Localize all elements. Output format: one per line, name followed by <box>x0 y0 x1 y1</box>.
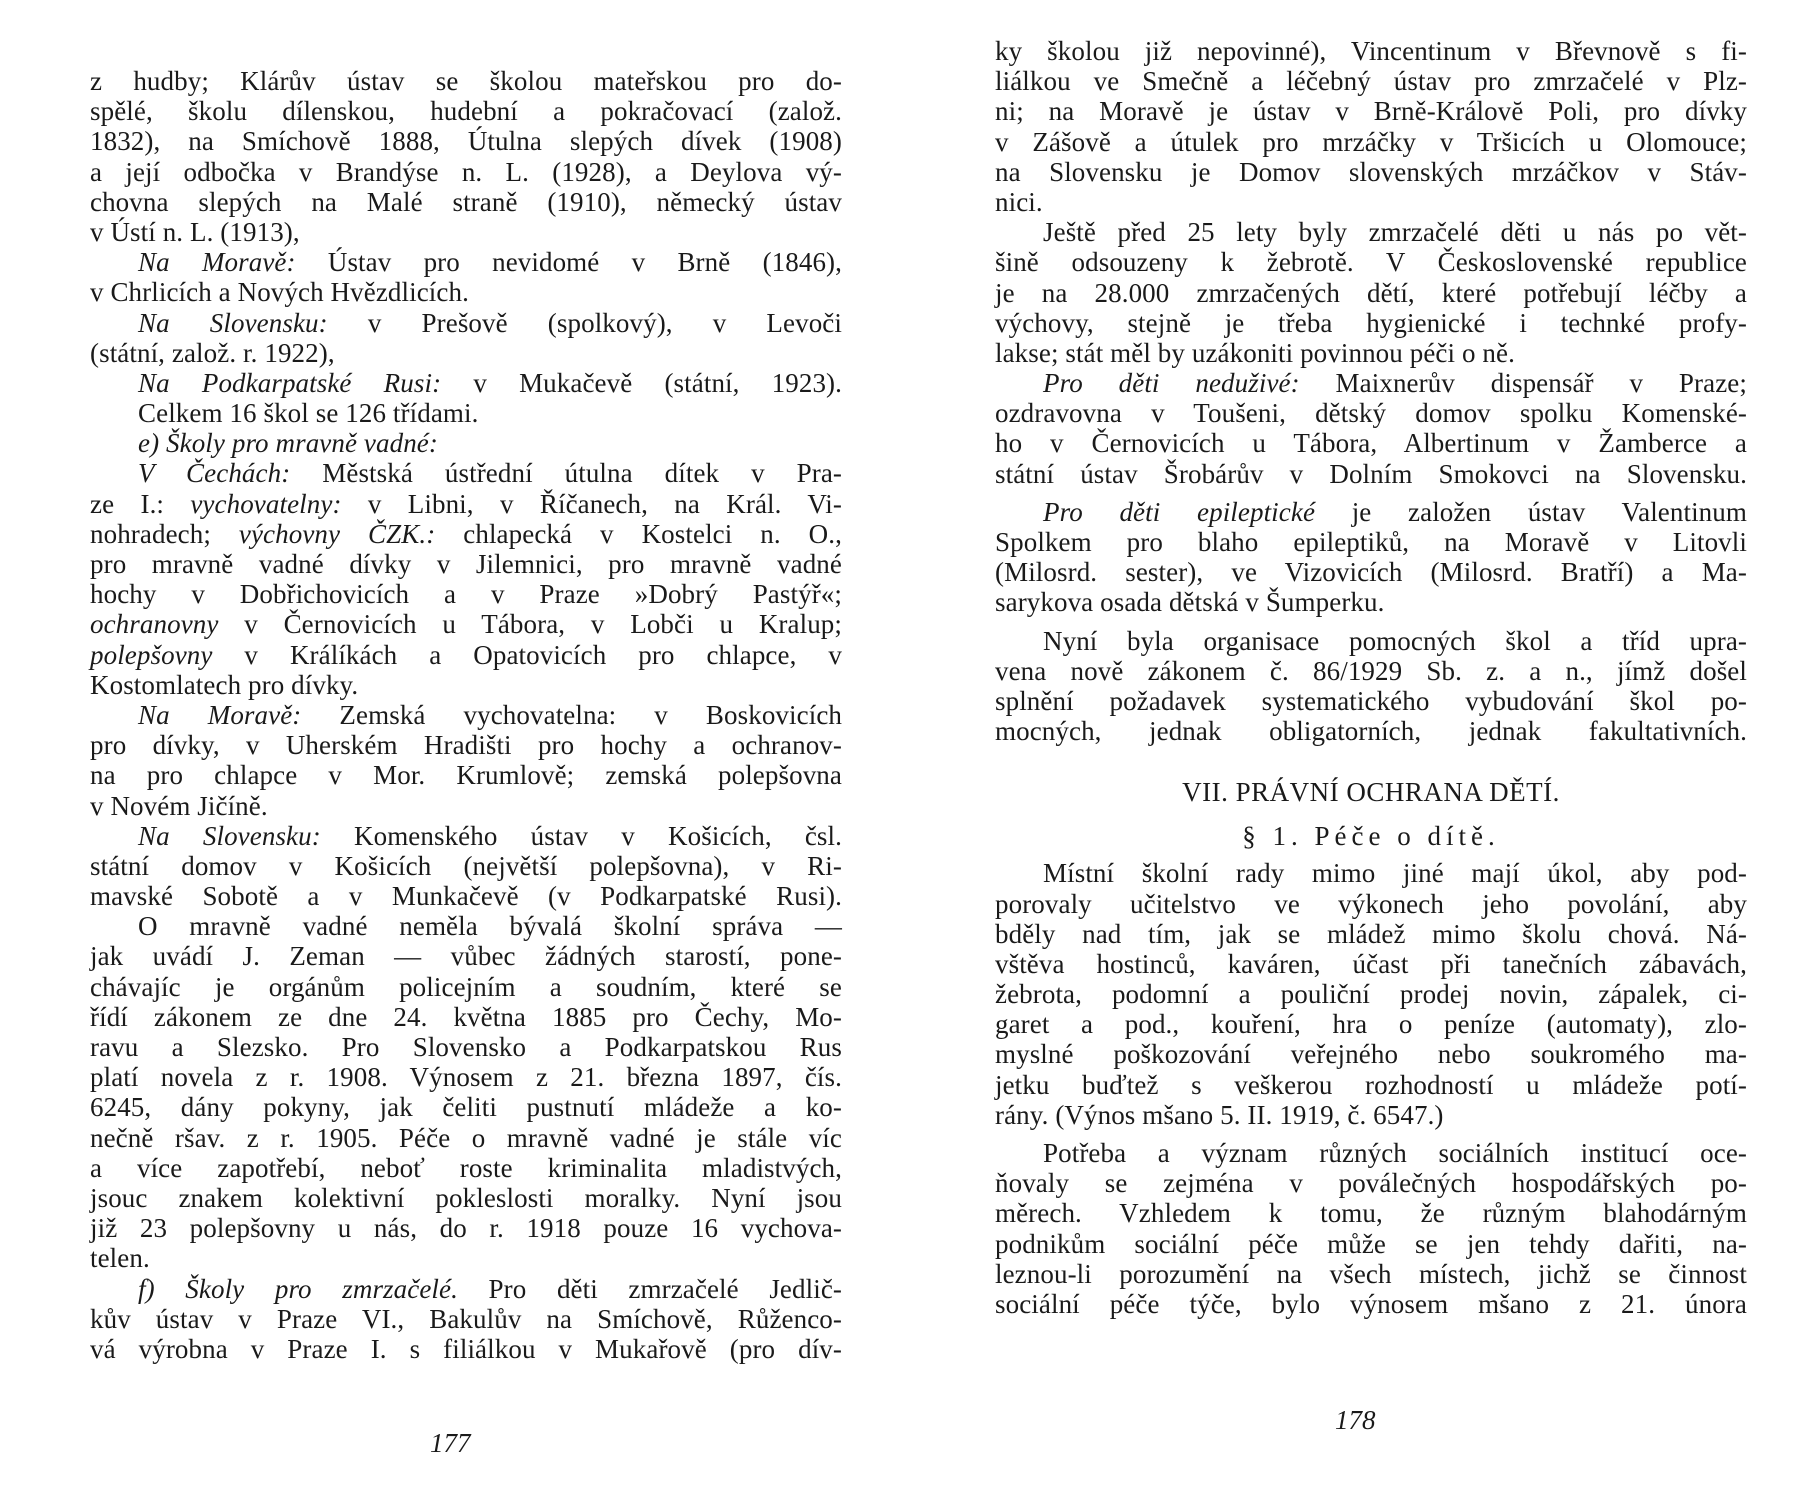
italic-phrase: polepšovny <box>90 639 213 670</box>
line-text: Zemská vychovatelna: v Boskovicích <box>301 699 843 730</box>
text-line <box>90 1183 842 1213</box>
text-line <box>995 919 1747 949</box>
text-line <box>995 1009 1747 1039</box>
line-text: výchovy, stejně je třeba hygienické i technké profy- <box>995 307 1747 338</box>
line-text: v Novém Jičíně. <box>90 790 268 821</box>
italic-phrase: Na Moravě: <box>138 699 302 730</box>
text-line <box>90 217 842 247</box>
text-line <box>90 549 842 579</box>
text-line <box>995 398 1747 428</box>
italic-phrase: V Čechách: <box>138 458 291 489</box>
line-text: lakse; stát měl by uzákoniti povinnou péči o ně. <box>995 337 1515 368</box>
italic-phrase: f) Školy pro zmrzačelé. <box>138 1273 458 1304</box>
line-text: v Chrlicích a Nových Hvězdlicích. <box>90 277 469 308</box>
page-number: 177 <box>430 1428 471 1458</box>
text-line <box>90 187 842 217</box>
text-line <box>995 949 1747 979</box>
text-line <box>90 1213 842 1243</box>
text-line <box>995 1289 1747 1319</box>
text-line <box>995 96 1747 126</box>
text-line <box>995 187 1747 217</box>
line-text: (Milosrd. sester), ve Vizovicích (Milosrd. Bratří) a Ma- <box>995 557 1747 588</box>
text-line <box>90 609 842 639</box>
line-text: sociální péče týče, bylo výnosem mšano z 21. února <box>995 1288 1747 1319</box>
line-text: v Mukačevě (státní, 1923). <box>441 367 843 398</box>
text-line <box>90 640 842 670</box>
text-line <box>995 686 1747 716</box>
text-line <box>995 889 1747 919</box>
text-line <box>995 127 1747 157</box>
right-page-body-top <box>995 36 1747 746</box>
text-line <box>90 700 842 730</box>
line-text: pro dívky, v Uherském Hradišti pro hochy a ochranov- <box>90 730 842 761</box>
text-line <box>90 1334 842 1364</box>
text-line <box>90 157 842 187</box>
text-line <box>90 670 842 700</box>
text-line <box>995 497 1747 527</box>
line-text: platí novela z r. 1908. Výnosem z 21. března 1897, čís. <box>90 1062 842 1093</box>
text-line <box>90 881 842 911</box>
line-text: Městská ústřední útulna dítek v Pra- <box>290 458 842 489</box>
chapter-heading: VII. PRÁVNÍ OCHRANA DĚTÍ. <box>1182 777 1560 808</box>
text-line <box>995 1138 1747 1168</box>
text-line <box>90 821 842 851</box>
line-text: a její odbočka v Brandýse n. L. (1928), a Deylova vý- <box>90 156 842 187</box>
left-page-text <box>90 66 842 1364</box>
text-line <box>90 1002 842 1032</box>
line-text: porovaly učitelstvo ve výkonech jeho povolání, aby <box>995 888 1747 919</box>
line-text: podnikům sociální péče může se jen tehdy dařiti, na- <box>995 1228 1747 1259</box>
line-text: měrech. Vzhledem k tomu, že různým blahodárným <box>995 1198 1747 1229</box>
text-line <box>995 36 1747 66</box>
italic-phrase: ochranovny <box>90 609 219 640</box>
text-line <box>90 398 842 428</box>
text-line <box>90 277 842 307</box>
text-line <box>995 858 1747 888</box>
text-line <box>995 428 1747 458</box>
right-page-text <box>995 36 1747 1319</box>
line-text: Potřeba a význam různých sociálních institucí oce- <box>1043 1138 1747 1168</box>
text-line <box>995 557 1747 587</box>
text-line <box>90 368 842 398</box>
italic-phrase: e) Školy pro mravně vadné: <box>138 428 438 459</box>
line-text: je na 28.000 zmrzačených dětí, které potřebují léčby a <box>995 277 1747 308</box>
line-text: ky školou již nepovinné), Vincentinum v Břevnově s fi- <box>995 36 1747 66</box>
text-line <box>90 458 842 488</box>
line-text: Ústav pro nevidomé v Brně (1846), <box>295 247 842 278</box>
line-text: a více zapotřebí, neboť roste kriminalita mladistvých, <box>90 1152 842 1183</box>
line-text: jsouc znakem kolektivní pokleslosti moralky. Nyní jsou <box>90 1182 842 1213</box>
line-text: ni; na Moravě je ústav v Brně-Královĕ Poli, pro dívky <box>995 96 1747 127</box>
line-text: mocných, jednak obligatorních, jednak fakultativních. <box>995 716 1747 747</box>
line-text: ňovaly se zejména v poválečných hospodářských po- <box>995 1168 1747 1199</box>
text-line <box>90 911 842 941</box>
line-text: z hudby; Klárův ústav se školou mateřskou pro do- <box>90 66 842 96</box>
line-text: Ještě před 25 lety byly zmrzačelé děti u nás po vět- <box>1043 217 1747 248</box>
right-page-body-bottom <box>995 858 1747 1319</box>
text-line <box>995 1198 1747 1228</box>
line-text: Kostomlatech pro dívky. <box>90 669 359 700</box>
line-text: v Černovicích u Tábora, v Lobči u Kralup; <box>218 609 842 640</box>
line-text: 1832), na Smíchově 1888, Útulna slepých dívek (1908) <box>90 126 842 157</box>
text-line <box>995 459 1747 489</box>
line-text: pro mravně vadné dívky v Jilemnici, pro mravně vadné <box>90 549 842 579</box>
text-line <box>90 96 842 126</box>
line-text: nečně ršav. z r. 1905. Péče o mravně vadné je stále víc <box>90 1122 842 1153</box>
line-text: v Ústí n. L. (1913), <box>90 216 300 247</box>
line-text: Celkem 16 škol se 126 třídami. <box>138 398 479 429</box>
line-text: (státní, založ. r. 1922), <box>90 337 335 368</box>
text-line <box>90 1062 842 1092</box>
line-text: na pro chlapce v Mor. Krumlově; zemská polepšovna <box>90 760 842 791</box>
text-line <box>90 1032 842 1062</box>
text-line <box>995 626 1747 656</box>
line-text: šině odsouzeny k žebrotě. V Československé republice <box>995 247 1747 278</box>
line-text: ravu a Slezsko. Pro Slovensko a Podkarpatskou Rus <box>90 1032 842 1062</box>
line-text: splnění požadavek systematického vybudování škol po- <box>995 685 1747 716</box>
line-text: jak uvádí J. Zeman — vůbec žádných starostí, pone- <box>90 941 842 972</box>
text-line <box>90 489 842 519</box>
line-text: vštěva hostinců, kaváren, účast při tanečních zábavách, <box>995 948 1747 979</box>
line-text: ozdravovna v Toušeni, dětský domov spolku Komenské- <box>995 398 1747 429</box>
text-line <box>90 519 842 549</box>
line-text: chávajíc je orgánům policejním a soudním, které se <box>90 971 842 1002</box>
line-text: Maixnerův dispensář v Praze; <box>1299 368 1747 399</box>
text-line <box>90 1153 842 1183</box>
line-text: O mravně vadné neměla bývalá školní správa — <box>138 911 842 942</box>
text-line <box>90 1243 842 1273</box>
line-text: Komenského ústav v Košicích, čsl. <box>320 820 842 851</box>
line-text: vá výrobna v Praze I. s filiálkou v Mukařově (pro dív- <box>90 1333 842 1364</box>
line-text: Pro děti zmrzačelé Jedlič- <box>457 1273 842 1304</box>
text-line <box>90 1274 842 1304</box>
page-number: 178 <box>1335 1405 1376 1435</box>
italic-phrase: Na Moravě: <box>138 247 296 278</box>
line-text: mavské Sobotě a v Munkačevě (v Podkarpatské Rusi). <box>90 881 842 912</box>
text-line <box>995 1070 1747 1100</box>
text-line <box>90 308 842 338</box>
line-text: v Prešově (spolkový), v Levoči <box>327 307 842 338</box>
text-line <box>995 1100 1747 1130</box>
italic-phrase: Na Podkarpatské Rusi: <box>138 367 442 398</box>
line-text: již 23 polepšovny u nás, do r. 1918 pouze 16 vychova- <box>90 1213 842 1244</box>
text-line <box>995 716 1747 746</box>
line-text: liálkou ve Smečně a léčebný ústav pro zmrzačelé v Plz- <box>995 66 1747 97</box>
line-text: nici. <box>995 186 1043 217</box>
line-text: jetku buďtež s veškerou rozhodností u mládeže potí- <box>995 1069 1747 1100</box>
line-text: státní ústav Šrobárův v Dolním Smokovci na Slovensku. <box>995 458 1747 489</box>
line-text: bděly nad tím, jak se mládež mimo školu chová. Ná- <box>995 918 1747 949</box>
section-heading: § 1. Péče o dítě. <box>1242 821 1500 852</box>
text-line <box>90 1304 842 1334</box>
text-line <box>90 428 842 458</box>
text-line <box>90 941 842 971</box>
text-line <box>995 368 1747 398</box>
line-text: ze I.: <box>90 488 191 519</box>
line-text: 6245, dány pokyny, jak čeliti pustnutí mládeže a ko- <box>90 1092 842 1123</box>
text-line <box>995 66 1747 96</box>
text-line <box>995 1229 1747 1259</box>
line-text: nohradech; <box>90 518 239 549</box>
text-line <box>90 1092 842 1122</box>
line-text: telen. <box>90 1243 150 1274</box>
line-text: Spolkem pro blaho epileptiků, na Moravě v Litovli <box>995 527 1747 557</box>
italic-phrase: Pro děti neduživé: <box>1043 368 1300 399</box>
line-text: hochy v Dobřichovicích a v Praze »Dobrý Pastýř«; <box>90 579 842 610</box>
text-line <box>90 66 842 96</box>
line-text: chlapecká v Kostelci n. O., <box>435 518 842 549</box>
text-line <box>995 1039 1747 1069</box>
text-line <box>90 760 842 790</box>
line-text: spělé, školu dílenskou, hudební a pokračovací (založ. <box>90 96 842 127</box>
text-line <box>995 247 1747 277</box>
text-line <box>995 527 1747 557</box>
text-line <box>995 278 1747 308</box>
text-line <box>90 338 842 368</box>
text-line <box>995 656 1747 686</box>
text-line <box>90 730 842 760</box>
text-line <box>90 126 842 156</box>
text-line <box>90 851 842 881</box>
text-line <box>90 579 842 609</box>
text-line <box>90 1123 842 1153</box>
line-text: v Zášově a útulek pro mrzáčky v Tršicích u Olomouce; <box>995 126 1747 157</box>
text-line <box>90 791 842 821</box>
text-line <box>995 1168 1747 1198</box>
line-text: chovna slepých na Malé straně (1910), německý ústav <box>90 186 842 217</box>
text-line <box>995 979 1747 1009</box>
line-text: Nyní byla organisace pomocných škol a tříd upra- <box>1043 625 1747 656</box>
line-text: leznou-li porozumění na všech místech, jichž se činnost <box>995 1258 1747 1289</box>
line-text: sarykova osada dětská v Šumperku. <box>995 587 1385 618</box>
text-line <box>995 1259 1747 1289</box>
text-line <box>90 972 842 1002</box>
line-text: řídí zákonem ze dne 24. května 1885 pro Čechy, Mo- <box>90 1001 842 1032</box>
text-line <box>995 587 1747 617</box>
text-line <box>995 308 1747 338</box>
line-text: myslné poškozování veřejného nebo soukromého ma- <box>995 1039 1747 1070</box>
text-line <box>90 247 842 277</box>
line-text: státní domov v Košicích (největší polepšovna), v Ri- <box>90 850 842 881</box>
text-line <box>995 217 1747 247</box>
line-text: je založen ústav Valentinum <box>1315 496 1747 527</box>
line-text: Místní školní rady mimo jiné mají úkol, aby pod- <box>1043 858 1747 889</box>
line-text: garet a pod., kouření, hra o peníze (automaty), zlo- <box>995 1009 1747 1040</box>
italic-phrase: Pro děti epileptické <box>1043 496 1316 527</box>
line-text: žebrota, podomní a pouliční prodej novin, zápalek, ci- <box>995 979 1747 1010</box>
line-text: v Králíkách a Opatovicích pro chlapce, v <box>212 639 842 670</box>
line-text: ho v Černovicích u Tábora, Albertinum v Žamberce a <box>995 428 1747 459</box>
italic-phrase: výchovny ČZK.: <box>238 518 436 549</box>
line-text: na Slovensku je Domov slovenských mrzáčkov v Stáv- <box>995 156 1747 187</box>
italic-phrase: Na Slovensku: <box>138 820 321 851</box>
line-text: vena nově zákonem č. 86/1929 Sb. z. a n., jímž došel <box>995 655 1747 686</box>
line-text: rány. (Výnos mšano 5. II. 1919, č. 6547.) <box>995 1099 1444 1130</box>
italic-phrase: Na Slovensku: <box>138 307 328 338</box>
line-text: v Libni, v Říčanech, na Král. Vi- <box>341 488 842 519</box>
text-line <box>995 338 1747 368</box>
text-line <box>995 157 1747 187</box>
line-text: kův ústav v Praze VI., Bakulův na Smíchově, Růženco- <box>90 1303 842 1334</box>
italic-phrase: vychovatelny: <box>190 488 342 519</box>
